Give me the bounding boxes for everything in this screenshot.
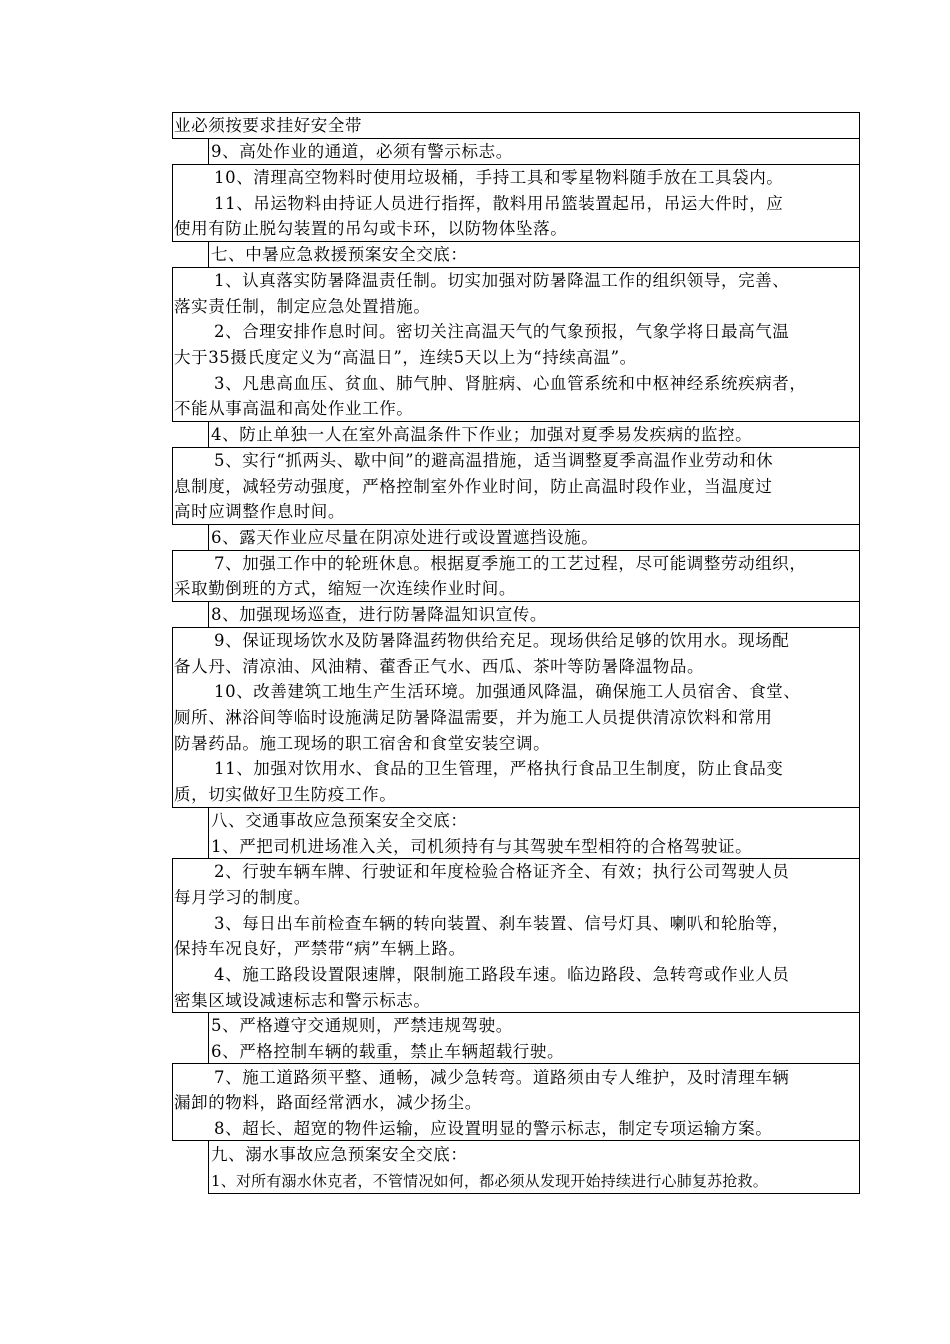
text-line: 5、严格遵守交通规则，严禁违规驾驶。 <box>211 1016 513 1035</box>
text-line: 3、每日出车前检查车辆的转向装置、刹车装置、信号灯具、喇叭和轮胎等， <box>214 914 790 933</box>
text-line: 大于35摄氏度定义为“高温日”，连续5天以上为“持续高温”。 <box>174 348 637 367</box>
text-line: 7、施工道路须平整、通畅，减少急转弯。道路须由专人维护，及时清理车辆 <box>214 1068 790 1087</box>
text-line: 落实责任制，制定应急处置措施。 <box>174 297 431 316</box>
text-line: 8、超长、超宽的物件运输，应设置明显的警示标志，制定专项运输方案。 <box>214 1119 773 1138</box>
text-line: 10、改善建筑工地生产生活环境。加强通风降温，确保施工人员宿舍、食堂、 <box>214 682 801 701</box>
text-line: 密集区域设减速标志和警示标志。 <box>174 991 431 1010</box>
text-line: 漏卸的物料，路面经常洒水，减少扬尘。 <box>174 1093 482 1112</box>
text-line: 9、保证现场饮水及防暑降温药物供给充足。现场供给足够的饮用水。现场配 <box>214 631 790 650</box>
text-line: 1、严把司机进场准入关，司机须持有与其驾驶车型相符的合格驾驶证。 <box>211 837 753 856</box>
text-line: 2、合理安排作息时间。密切关注高温天气的气象预报，气象学将日最高气温 <box>214 322 790 341</box>
text-line: 10、清理高空物料时使用垃圾桶，手持工具和零星物料随手放在工具袋内。 <box>214 168 784 187</box>
section-heading: 七、中暑应急救援预案安全交底： <box>211 245 468 264</box>
text-line: 质，切实做好卫生防疫工作。 <box>174 785 397 804</box>
section-heading: 九、溺水事故应急预案安全交底： <box>211 1145 468 1164</box>
text-line: 8、加强现场巡查，进行防暑降温知识宣传。 <box>211 605 547 624</box>
text-line: 4、防止单独一人在室外高温条件下作业；加强对夏季易发疾病的监控。 <box>211 425 753 444</box>
text-line: 11、吊运物料由持证人员进行指挥，散料用吊篮装置起吊，吊运大件时，应 <box>214 194 784 213</box>
text-line: 备人丹、清凉油、风油精、藿香正气水、西瓜、茶叶等防暑降温物品。 <box>174 657 705 676</box>
text-line: 1、认真落实防暑降温责任制。切实加强对防暑降温工作的组织领导，完善、 <box>214 271 790 290</box>
text-line: 采取勤倒班的方式，缩短一次连续作业时间。 <box>174 579 516 598</box>
text-line: 厕所、淋浴间等临时设施满足防暑降温需要，并为施工人员提供清凉饮料和常用 <box>174 708 773 727</box>
text-line: 每月学习的制度。 <box>174 888 311 907</box>
text-line: 3、凡患高血压、贫血、肺气肿、肾脏病、心血管系统和中枢神经系统疾病者， <box>214 374 807 393</box>
text-line: 7、加强工作中的轮班休息。根据夏季施工的工艺过程，尽可能调整劳动组织， <box>214 554 807 573</box>
text-line: 2、行驶车辆车牌、行驶证和年度检验合格证齐全、有效；执行公司驾驶人员 <box>214 862 790 881</box>
text-line: 高时应调整作息时间。 <box>174 502 345 521</box>
text-line: 使用有防止脱勾装置的吊勾或卡环，以防物体坠落。 <box>174 219 568 238</box>
text-line: 不能从事高温和高处作业工作。 <box>174 399 414 418</box>
text-line: 业必须按要求挂好安全带 <box>174 116 363 135</box>
text-line: 保持车况良好，严禁带“病”车辆上路。 <box>174 939 466 958</box>
text-line: 4、施工路段设置限速牌，限制施工路段车速。临边路段、急转弯或作业人员 <box>214 965 790 984</box>
text-line: 11、加强对饮用水、食品的卫生管理，严格执行食品卫生制度，防止食品变 <box>214 759 784 778</box>
text-line: 防暑药品。施工现场的职工宿舍和食堂安装空调。 <box>174 734 551 753</box>
text-line: 5、实行“抓两头、歇中间”的避高温措施，适当调整夏季高温作业劳动和休 <box>214 451 774 470</box>
section-heading: 八、交通事故应急预案安全交底： <box>211 811 468 830</box>
text-line: 1、对所有溺水休克者，不管情况如何，都必须从发现开始持续进行心肺复苏抢救。 <box>211 1172 768 1190</box>
text-line: 息制度，减轻劳动强度，严格控制室外作业时间，防止高温时段作业，当温度过 <box>174 477 773 496</box>
text-line: 6、露天作业应尽量在阴凉处进行或设置遮挡设施。 <box>211 528 599 547</box>
text-line: 6、严格控制车辆的载重，禁止车辆超载行驶。 <box>211 1042 565 1061</box>
text-line: 9、高处作业的通道，必须有警示标志。 <box>211 142 513 161</box>
